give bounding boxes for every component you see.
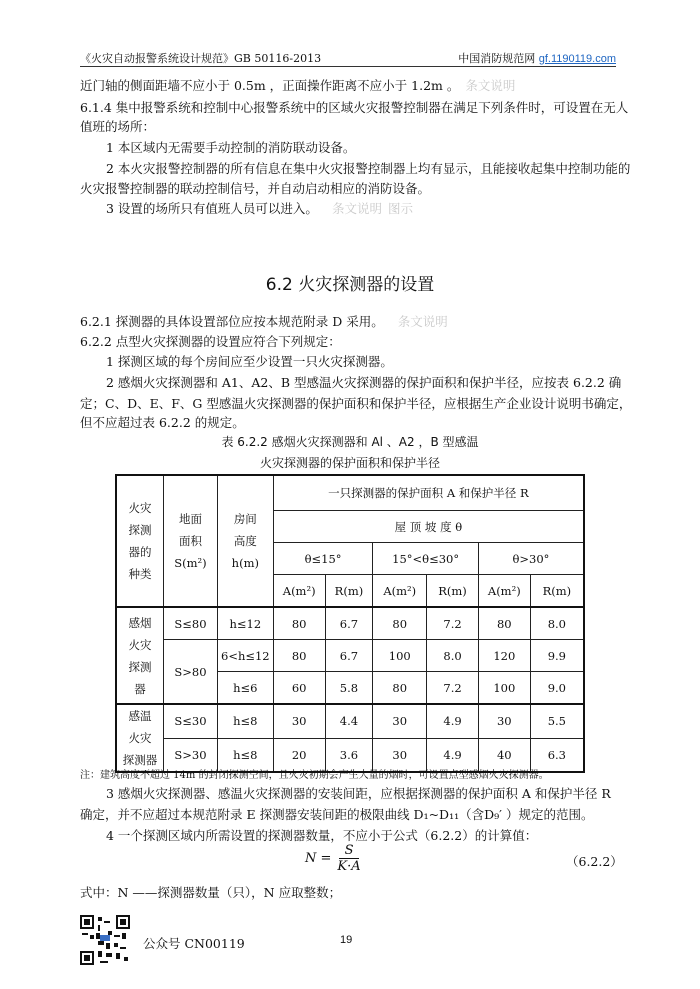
unit-r: R(m)	[530, 575, 584, 608]
formula-6-2-2	[305, 843, 361, 874]
value-cell: 30	[373, 704, 427, 738]
table-note: 注：建筑高度不超过 14m 的封闭探测空间，且火灾初期会产生大量的烟时，可设置点型感烟火灾探测器。	[80, 770, 549, 781]
table-caption: 表 6.2.2 感烟火灾探测器和 Al 、A2 ，B 型感温	[221, 435, 479, 449]
header-title: 《火灾自动报警系统设计规范》GB 50116-2013	[80, 52, 322, 65]
value-cell: 30	[478, 704, 530, 738]
header-protection-group: 一只探测器的保护面积 A 和保护半径 R	[273, 475, 584, 511]
value-cell: 5.5	[530, 704, 584, 738]
area-cell: S≤30	[164, 704, 218, 738]
smoke-detector-label: 感烟 火灾 探测 器	[116, 607, 164, 704]
area-cell: S>30	[164, 738, 218, 772]
unit-a: A(m²)	[273, 575, 325, 608]
value-cell: 6.7	[325, 607, 373, 640]
value-cell: 120	[478, 640, 530, 672]
height-cell: h≤8	[217, 704, 273, 738]
value-cell: 30	[273, 704, 325, 738]
value-cell: 80	[373, 672, 427, 705]
rule-1: 1 探测区域的每个房间应至少设置一只火灾探测器。	[106, 354, 393, 369]
value-cell: 20	[273, 738, 325, 772]
value-cell: 80	[273, 607, 325, 640]
unit-a: A(m²)	[478, 575, 530, 608]
value-cell: 4.9	[427, 704, 479, 738]
illustration-link[interactable]: 图示	[387, 201, 413, 216]
value-cell: 6.7	[325, 640, 373, 672]
table-row	[116, 640, 584, 672]
slope-high: θ>30°	[478, 543, 584, 575]
rule-2-cont2: 但不应超过表 6.2.2 的规定。	[80, 415, 245, 430]
paragraph-door-distance	[80, 77, 620, 95]
explanation-link[interactable]: 条文说明	[397, 314, 448, 329]
value-cell: 9.9	[530, 640, 584, 672]
footer-account: 公众号 CN00119	[143, 936, 245, 951]
table-caption-line2: 火灾探测器的保护面积和保护半径	[259, 456, 440, 470]
header-floor-area: 地面 面积 S(m²)	[164, 475, 218, 607]
area-cell: S>80	[164, 640, 218, 705]
item-1: 1 本区域内无需要手动控制的消防联动设备。	[106, 140, 356, 155]
table-row	[116, 607, 584, 640]
formula-fraction	[337, 843, 360, 874]
value-cell: 80	[273, 640, 325, 672]
value-cell: 8.0	[427, 640, 479, 672]
value-cell: 80	[373, 607, 427, 640]
height-cell: h≤6	[217, 672, 273, 705]
page-number: 19	[340, 934, 353, 946]
item-2: 2 本火灾报警控制器的所有信息在集中火灾报警控制器上均有显示，且能接收起集中控制功能的	[106, 161, 631, 176]
value-cell: 60	[273, 672, 325, 705]
slope-mid: 15°<θ≤30°	[373, 543, 479, 575]
value-cell: 100	[478, 672, 530, 705]
value-cell: 30	[373, 738, 427, 772]
clause-6-2-2: 6.2.2 点型火灾探测器的设置应符合下列规定：	[80, 334, 341, 349]
item-3-text: 3 设置的场所只有值班人员可以进入。	[106, 201, 318, 216]
paragraph-text: 近门轴的侧面距墙不应小于 0.5m ，正面操作距离不应小于 1.2m 。	[80, 78, 460, 93]
unit-a: A(m²)	[373, 575, 427, 608]
value-cell: 3.6	[325, 738, 373, 772]
rule-2: 2 感烟火灾探测器和 A1、A2、B 型感温火灾探测器的保护面积和保护半径，应按表 6.2.2 确	[106, 375, 622, 390]
clause-6-2-1	[80, 313, 620, 331]
value-cell: 80	[478, 607, 530, 640]
header-site	[458, 50, 616, 66]
qr-code-icon	[80, 915, 130, 965]
value-cell: 100	[373, 640, 427, 672]
item-2-cont: 火灾报警控制器的联动控制信号，并自动启动相应的消防设备。	[80, 181, 431, 196]
clause-6-1-4: 6.1.4 集中报警系统和控制中心报警系统中的区域火灾报警控制器在满足下列条件时，可设置在无人	[80, 100, 629, 115]
formula-denominator: K·A	[337, 859, 361, 874]
formula-numerator: S	[339, 843, 360, 859]
header-room-height: 房间 高度 h(m)	[217, 475, 273, 607]
height-cell: 6<h≤12	[217, 640, 273, 672]
clause-6-1-4-cont: 值班的场所：	[80, 119, 156, 134]
header-roof-slope: 屋 顶 坡 度 θ	[273, 511, 584, 543]
value-cell: 4.9	[427, 738, 479, 772]
value-cell: 4.4	[325, 704, 373, 738]
rule-3: 3 感烟火灾探测器、感温火灾探测器的安装间距，应根据探测器的保护面积 A 和保护半径 R	[106, 786, 611, 801]
protection-table	[115, 474, 585, 773]
rule-3-cont: 确定，并不应超过本规范附录 E 探测器安装间距的极限曲线 D₁~D₁₁（含D₉′ ）规定的范围。	[80, 807, 594, 822]
rule-2-cont: 定；C、D、E、F、G 型感温火灾探测器的保护面积和保护半径，应根据生产企业设计说明书确定，	[80, 396, 632, 411]
value-cell: 40	[478, 738, 530, 772]
area-cell: S≤80	[164, 607, 218, 640]
clause-6-2-1-text: 6.2.1 探测器的具体设置部位应按本规范附录 D 采用。	[80, 314, 384, 329]
header-divider	[80, 66, 616, 67]
header-detector-type: 火灾 探测 器的 种类	[116, 475, 164, 607]
formula-number: （6.2.2）	[566, 854, 623, 869]
value-cell: 8.0	[530, 607, 584, 640]
formula-lhs: N =	[305, 851, 332, 866]
explanation-link[interactable]: 条文说明	[331, 201, 382, 216]
unit-r: R(m)	[427, 575, 479, 608]
header-site-name: 中国消防规范网	[458, 52, 536, 65]
explanation-link[interactable]: 条文说明	[465, 78, 516, 93]
height-cell: h≤8	[217, 738, 273, 772]
rule-4: 4 一个探测区域内所需设置的探测器数量，不应小于公式（6.2.2）的计算值：	[106, 828, 538, 843]
header-url-link[interactable]: gf.1190119.com	[538, 53, 616, 65]
item-3	[106, 200, 646, 218]
heat-detector-label: 感温 火灾 探测器	[116, 704, 164, 772]
height-cell: h≤12	[217, 607, 273, 640]
value-cell: 7.2	[427, 672, 479, 705]
table-row	[116, 704, 584, 738]
slope-low: θ≤15°	[273, 543, 373, 575]
value-cell: 7.2	[427, 607, 479, 640]
unit-r: R(m)	[325, 575, 373, 608]
value-cell: 6.3	[530, 738, 584, 772]
value-cell: 5.8	[325, 672, 373, 705]
value-cell: 9.0	[530, 672, 584, 705]
section-title: 6.2 火灾探测器的设置	[265, 275, 435, 295]
formula-where: 式中：N ——探测器数量（只），N 应取整数；	[80, 885, 342, 900]
